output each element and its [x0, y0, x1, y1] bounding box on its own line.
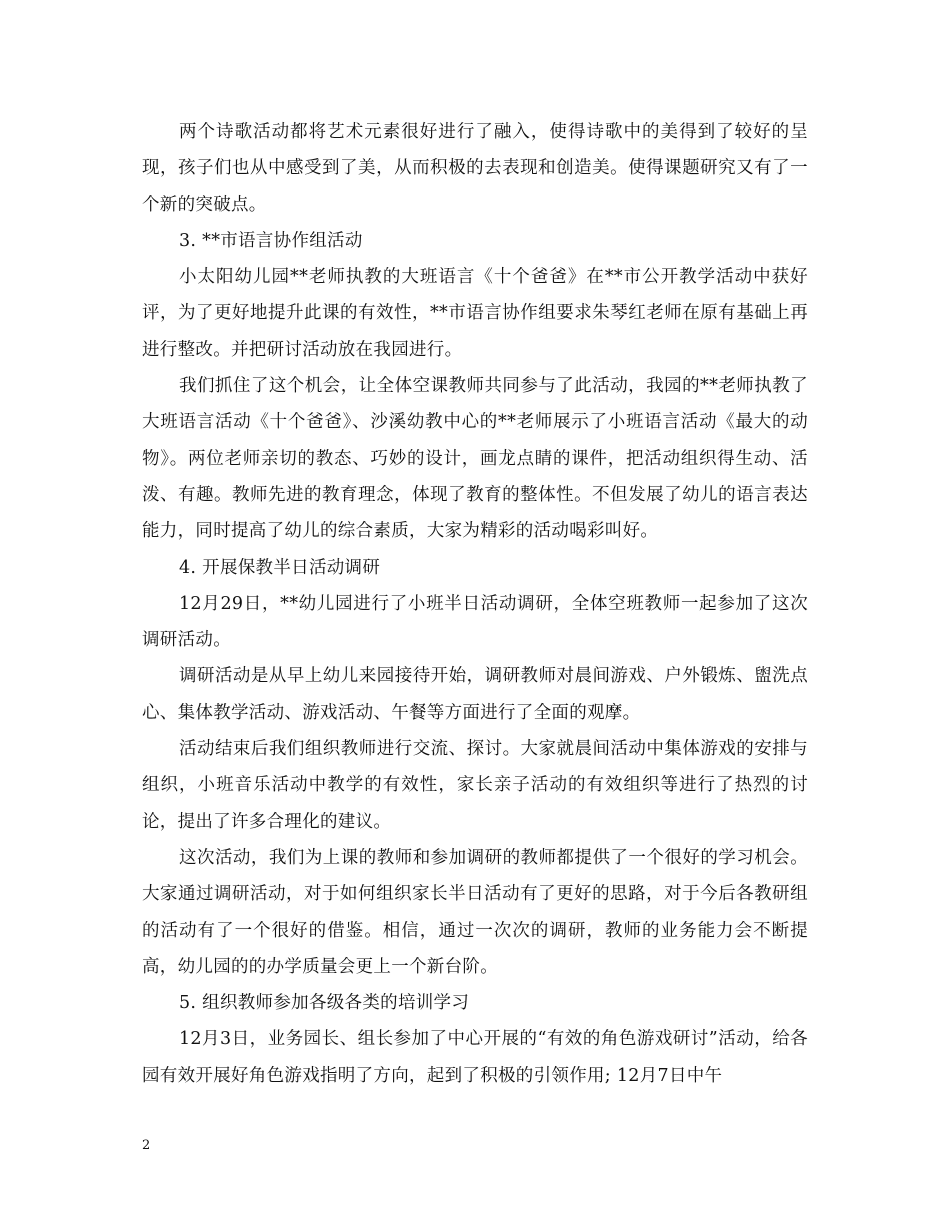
- heading-teacher-training: 5. 组织教师参加各级各类的培训学习: [179, 993, 470, 1014]
- heading-language-collaboration: 3. **市语言协作组活动: [179, 230, 363, 251]
- heading-half-day-research: 4. 开展保教半日活动调研: [179, 557, 381, 578]
- paragraph-research-discussion: 活动结束后我们组织教师进行交流、探讨。大家就晨间活动中集体游戏的安排与组织，小班音乐活动中教学的有效性，家长亲子活动的有效组织等进行了热烈的讨论，提出了许多合理化的建议。: [142, 739, 808, 832]
- paragraph-research-date: 12月29日，**幼儿园进行了小班半日活动调研，全体空班教师一起参加了这次调研活动。: [142, 593, 808, 651]
- paragraph-poetry-summary: 两个诗歌活动都将艺术元素很好进行了融入，使得诗歌中的美得到了较好的呈现，孩子们也从中感受到了美，从而积极的去表现和创造美。使得课题研究又有了一个新的突破点。: [142, 122, 808, 215]
- paragraph-training-details: 12月3日，业务园长、组长参加了中心开展的“有效的角色游戏研讨”活动，给各园有效开展好角色游戏指明了方向，起到了积极的引领作用; 12月7日中午: [142, 1029, 808, 1086]
- paragraph-language-lesson: 小太阳幼儿园**老师执教的大班语言《十个爸爸》在**市公开教学活动中获好评，为了更好地提升此课的有效性，**市语言协作组要求朱琴红老师在原有基础上再进行整改。并把研讨活动放在我园进行。: [142, 267, 808, 360]
- page-number: 2: [142, 1138, 151, 1153]
- paragraph-teaching-activity: 我们抓住了这个机会，让全体空课教师共同参与了此活动，我园的**老师执教了大班语言活动《十个爸爸》、沙溪幼教中心的**老师展示了小班语言活动《最大的动物》。两位老师亲切的教态、巧妙的设计，画龙点睛的课件，把活动组织得生动、活泼、有趣。教师先进的教育理念，体现了教育的整体性。不但发展了幼儿的语言表达能力，同时提高了幼儿的综合素质，大家为精彩的活动喝彩叫好。: [142, 376, 808, 542]
- document-body: [142, 114, 808, 1094]
- paragraph-research-process: 调研活动是从早上幼儿来园接待开始，调研教师对晨间游戏、户外锻炼、盥洗点心、集体教学活动、游戏活动、午餐等方面进行了全面的观摩。: [142, 666, 808, 723]
- paragraph-research-conclusion: 这次活动，我们为上课的教师和参加调研的教师都提供了一个很好的学习机会。大家通过调研活动，对于如何组织家长半日活动有了更好的思路，对于今后各教研组的活动有了一个很好的借鉴。相信，通过一次次的调研，教师的业务能力会不断提高，幼儿园的的办学质量会更上一个新台阶。: [142, 847, 808, 977]
